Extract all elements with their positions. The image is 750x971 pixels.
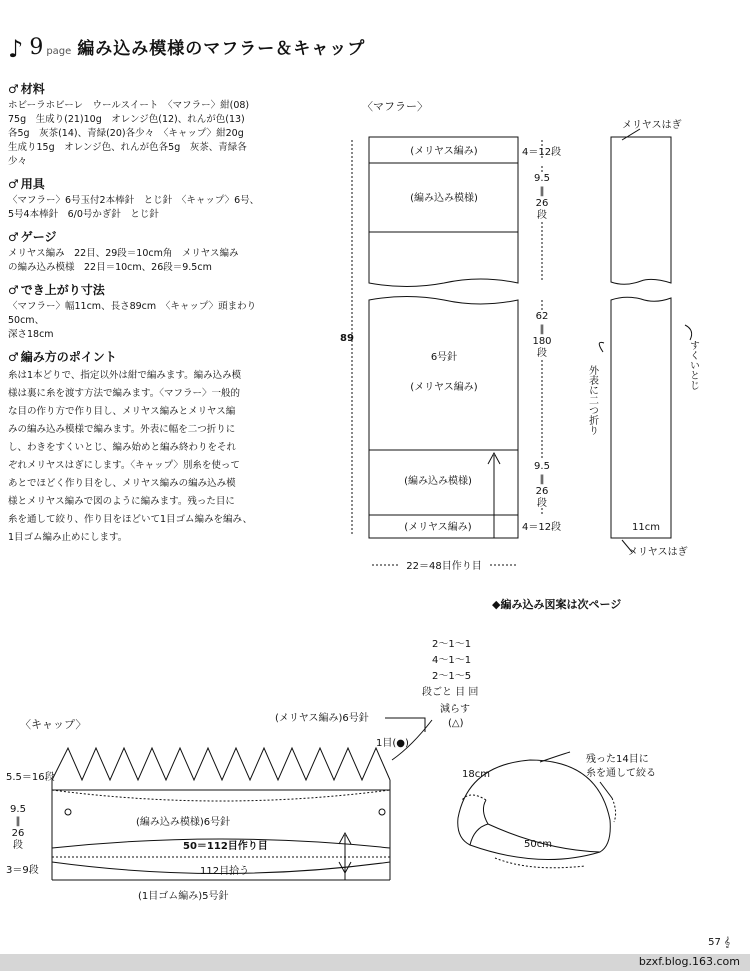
points-line: みの編み込み模様で編みます。外表に幅を二つ折りに xyxy=(8,424,236,435)
muffler-width-note: 22＝48目作り目 xyxy=(406,561,482,572)
cap-rib: (1目ゴム編み)5号針 xyxy=(138,891,229,902)
muffler-bottom-pattern: (編み込み模様) xyxy=(404,476,472,487)
muffler-needle: 6号針 xyxy=(430,352,458,363)
muffler-top-stockinette: (メリヤス編み) xyxy=(410,146,478,157)
side-view xyxy=(599,129,691,552)
treble-clef-icon: 𝄞 xyxy=(720,937,730,948)
decrease-line-3: 2〜1〜5 xyxy=(432,671,472,682)
cap-pick-up: 112目拾う xyxy=(200,866,250,877)
side-width: 11cm xyxy=(632,522,660,533)
materials-line: 各5g 灰茶(14)、青緑(20)各少々 〈キャップ〉紺20g xyxy=(8,128,244,139)
cap-label: 〈キャップ〉 xyxy=(20,718,87,731)
decrease-line-6: (△) xyxy=(448,718,464,729)
hat-note-line-1: 残った14目に xyxy=(586,754,649,765)
muffler-dim-pattern-cm: 9.5 xyxy=(534,173,550,184)
materials-line: 75g 生成り(21)10g オレンジ色(12)、れんが色(13) xyxy=(8,114,245,125)
points-line: あとでほどく作り目をし、メリヤス編みの編み込み模 xyxy=(8,478,236,489)
points-line: 糸は1本どりで、指定以外は紺で編みます。編み込み模 xyxy=(8,370,242,381)
points-line: し、わきをすくいとじ、編み始めと編み終わりをそれ xyxy=(8,442,237,453)
tools-line: 5号4本棒針 6/0号かぎ針 とじ針 xyxy=(8,209,159,220)
gauge-line: の編み込み模様 22目＝10cm、26段＝9.5cm xyxy=(8,262,212,273)
muffler-dim-mid-rows: 180 xyxy=(532,336,552,347)
muffler-dim-pattern-eq: ‖ xyxy=(539,186,545,197)
decrease-line-4: 段ごと 目 回 xyxy=(422,687,479,698)
muffler-top-pattern: (編み込み模様) xyxy=(410,193,478,204)
gauge-heading: ♂ ゲージ xyxy=(8,230,57,244)
cap-top-stockinette: (メリヤス編み)6号針 xyxy=(275,713,369,724)
cap-schematic xyxy=(52,718,432,880)
needle-icon: ♂ xyxy=(8,177,19,191)
gauge-line: メリヤス編み 22目、29段＝10cm角 メリヤス編み xyxy=(8,248,239,259)
points-line: ぞれメリヤスはぎにします。〈キャップ〉別糸を使って xyxy=(8,460,240,471)
cap-left-dim-mid-rows: 26 xyxy=(11,828,25,839)
side-bottom-label: メリヤスはぎ xyxy=(628,547,688,558)
muffler-dim-mid-cm: 62 xyxy=(535,311,549,322)
decrease-line-1: 2〜1〜1 xyxy=(432,639,472,650)
decrease-line-2: 4〜1〜1 xyxy=(432,655,472,666)
hat-depth: 18cm xyxy=(462,769,490,780)
muffler-dim-bot-cm: 9.5 xyxy=(534,461,550,472)
cap-left-dim-bottom: 3＝9段 xyxy=(6,865,39,876)
cap-one-stitch: 1目(●) xyxy=(376,738,409,749)
cap-left-dim-mid-eq: ‖ xyxy=(15,816,21,827)
points-line: な目の作り方で作り目し、メリヤス編みとメリヤス編 xyxy=(8,406,236,417)
muffler-dim-mid-unit: 段 xyxy=(537,348,547,359)
materials-line: ホビーラホビーレ ウールスイート 〈マフラー〉紺(08) xyxy=(8,100,250,111)
points-line: 様とメリヤス編みで図のように編みます。残った目に xyxy=(8,496,235,507)
tools-heading: ♂ 用具 xyxy=(8,177,45,191)
materials-line: 生成り15g オレンジ色、れんが色各5g 灰茶、青緑各 xyxy=(8,142,247,153)
muffler-dim-bot-rows: 26 xyxy=(535,486,549,497)
muffler-bottom-stockinette: (メリヤス編み) xyxy=(404,522,472,533)
hat-circumference: 50cm xyxy=(524,839,552,850)
page-label: page xyxy=(46,46,72,57)
decrease-line-5: 減らす xyxy=(440,704,470,715)
size-line: 〈マフラー〉幅11cm、長さ89cm 〈キャップ〉頭まわり50cm、 xyxy=(8,301,257,326)
points-heading: ♂ 編み方のポイント xyxy=(8,350,117,364)
footer-text: bzxf.blog.163.com xyxy=(638,955,740,968)
side-whipstitch-label: すくいとじ xyxy=(687,340,699,390)
side-fold-label: 外表に二つ折り xyxy=(586,365,598,435)
cap-pattern-label: (編み込み模様)6号針 xyxy=(136,817,231,828)
materials-line: 少々 xyxy=(8,156,28,167)
cap-cast-on: 50＝112目作り目 xyxy=(183,841,268,852)
music-note-icon: ♪ xyxy=(8,35,24,63)
title-text: 編み込み模様のマフラー＆キャップ xyxy=(77,39,366,59)
muffler-dim-top: 4＝12段 xyxy=(522,147,562,158)
points-line: 様は裏に糸を渡す方法で編みます。〈マフラー〉一般的 xyxy=(8,388,240,399)
page-number-footer: 57 𝄞 xyxy=(708,937,730,948)
footer-bar xyxy=(0,954,750,971)
chart-note: ◆編み込み図案は次ページ xyxy=(492,598,622,611)
muffler-middle-stockinette: (メリヤス編み) xyxy=(410,382,478,393)
size-heading: ♂ でき上がり寸法 xyxy=(8,283,105,297)
muffler-dim-bot-eq: ‖ xyxy=(539,474,545,485)
hat-note-line-2: 糸を通して絞る xyxy=(586,768,656,779)
muffler-dim-bot-unit: 段 xyxy=(537,498,547,509)
needle-icon: ♂ xyxy=(8,350,19,364)
tools-line: 〈マフラー〉6号玉付2本棒針 とじ針 〈キャップ〉6号、 xyxy=(8,195,260,206)
cap-left-dim-mid-cm: 9.5 xyxy=(10,804,26,815)
points-line: 1目ゴム編み止めにします。 xyxy=(8,532,128,543)
size-line: 深さ18cm xyxy=(8,329,54,340)
muffler-total-length: 89 xyxy=(340,333,354,344)
muffler-dim-pattern-rows: 26 xyxy=(535,198,549,209)
needle-icon: ♂ xyxy=(8,230,19,244)
muffler-dim-mid-eq: ‖ xyxy=(539,324,545,335)
cap-left-dim-top: 5.5＝16段 xyxy=(6,772,55,783)
cap-left-dim-mid-unit: 段 xyxy=(13,840,23,851)
needle-icon: ♂ xyxy=(8,82,19,96)
muffler-dim-pattern-unit: 段 xyxy=(537,210,547,221)
page-number: 9 xyxy=(29,35,44,60)
materials-heading: ♂ 材料 xyxy=(8,82,45,96)
points-line: 糸を通して絞り、作り目をほどいて1目ゴム編みを編み、 xyxy=(8,514,253,525)
side-top-label: メリヤスはぎ xyxy=(622,120,682,131)
muffler-label: 〈マフラー〉 xyxy=(362,100,428,113)
decrease-table xyxy=(422,639,478,729)
muffler-dim-bottom: 4＝12段 xyxy=(522,522,562,533)
needle-icon: ♂ xyxy=(8,283,19,297)
